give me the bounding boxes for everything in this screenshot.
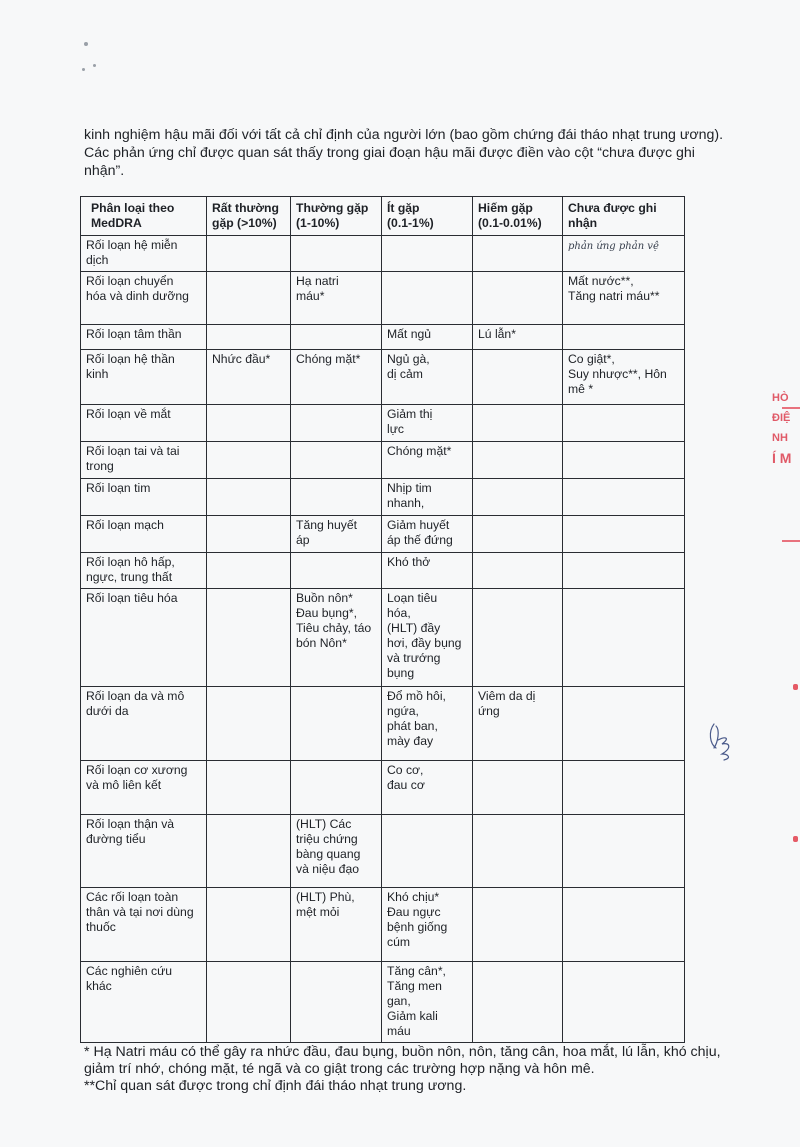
scan-speck — [82, 68, 85, 71]
handwritten-note: phản ứng phản vệ — [568, 241, 659, 252]
cell-common — [291, 405, 382, 442]
cell-soc: Rối loạn hệ thần kinh — [81, 350, 207, 405]
stamp-stroke — [782, 407, 800, 409]
cell-uncommon: Ngủ gà, dị cảm — [382, 350, 473, 405]
cell-uncommon: Khó thở — [382, 553, 473, 589]
intro-paragraph: kinh nghiệm hậu mãi đối với tất cả chỉ định của người lớn (bao gồm chứng đái tháo nhạt trung ương). Các phản ứng chỉ được quan sát thấy trong giai đoạn hậu mãi được điền vào cột “chưa được ghi nhận”. — [84, 127, 724, 179]
cell-soc: Rối loạn thận và đường tiểu — [81, 815, 207, 888]
cell-very-common — [207, 325, 291, 350]
cell-rare — [473, 888, 563, 962]
header-very-common: Rất thường gặp (>10%) — [207, 197, 291, 236]
cell-not-known: Co giật*, Suy nhược**, Hôn mê * — [563, 350, 685, 405]
cell-common: (HLT) Phù, mệt mỏi — [291, 888, 382, 962]
table-row — [81, 888, 685, 962]
cell-uncommon: Giảm thị lực — [382, 405, 473, 442]
cell-very-common — [207, 888, 291, 962]
cell-soc: Rối loạn về mắt — [81, 405, 207, 442]
cell-soc: Rối loạn tai và tai trong — [81, 442, 207, 479]
cell-uncommon: Đổ mồ hôi, ngứa, phát ban, mày đay — [382, 687, 473, 761]
cell-soc: Rối loạn da và mô dưới da — [81, 687, 207, 761]
table-row — [81, 589, 685, 687]
cell-not-known — [563, 516, 685, 553]
cell-rare — [473, 442, 563, 479]
cell-not-known — [563, 962, 685, 1043]
cell-very-common — [207, 236, 291, 272]
scan-speck — [84, 42, 88, 46]
cell-not-known — [563, 236, 685, 272]
cell-common: Chóng mặt* — [291, 350, 382, 405]
cell-uncommon: Tăng cân*, Tăng men gan, Giảm kali máu — [382, 962, 473, 1043]
cell-rare — [473, 815, 563, 888]
cell-common — [291, 962, 382, 1043]
stamp-text: Í M — [772, 450, 792, 466]
table-row — [81, 687, 685, 761]
cell-uncommon — [382, 272, 473, 325]
adverse-reactions-table — [80, 196, 685, 1043]
cell-rare — [473, 350, 563, 405]
cell-rare — [473, 761, 563, 815]
table-row — [81, 350, 685, 405]
cell-common — [291, 442, 382, 479]
cell-very-common — [207, 405, 291, 442]
cell-very-common — [207, 442, 291, 479]
cell-not-known — [563, 815, 685, 888]
cell-very-common — [207, 962, 291, 1043]
cell-not-known — [563, 479, 685, 516]
cell-soc: Rối loạn cơ xương và mô liên kết — [81, 761, 207, 815]
cell-common — [291, 479, 382, 516]
cell-rare — [473, 236, 563, 272]
table-row — [81, 516, 685, 553]
cell-common — [291, 553, 382, 589]
cell-very-common — [207, 272, 291, 325]
footnote-central-diabetes-insipidus: **Chỉ quan sát được trong chỉ định đái tháo nhạt trung ương. — [84, 1078, 467, 1094]
cell-very-common — [207, 589, 291, 687]
cell-uncommon — [382, 236, 473, 272]
cell-common: Tăng huyết áp — [291, 516, 382, 553]
table-row — [81, 325, 685, 350]
cell-rare — [473, 479, 563, 516]
cell-soc: Rối loạn mạch — [81, 516, 207, 553]
cell-not-known — [563, 325, 685, 350]
table-header-row — [81, 197, 685, 236]
cell-not-known — [563, 888, 685, 962]
cell-rare — [473, 962, 563, 1043]
cell-very-common — [207, 687, 291, 761]
cell-uncommon: Giảm huyết áp thế đứng — [382, 516, 473, 553]
stamp-text: HÒ — [772, 392, 789, 404]
cell-not-known — [563, 442, 685, 479]
cell-common: (HLT) Các triệu chứng bàng quang và niệu đạo — [291, 815, 382, 888]
stamp-speck — [793, 836, 798, 842]
cell-uncommon: Loạn tiêu hóa, (HLT) đầy hơi, đầy bụng và trướng bụng — [382, 589, 473, 687]
cell-soc: Rối loạn tiêu hóa — [81, 589, 207, 687]
cell-rare — [473, 553, 563, 589]
cell-rare: Viêm da dị ứng — [473, 687, 563, 761]
cell-common — [291, 761, 382, 815]
cell-soc: Rối loạn hô hấp, ngực, trung thất — [81, 553, 207, 589]
cell-not-known — [563, 589, 685, 687]
cell-uncommon: Chóng mặt* — [382, 442, 473, 479]
cell-rare — [473, 272, 563, 325]
table-row — [81, 405, 685, 442]
header-not-known: Chưa được ghi nhận — [563, 197, 685, 236]
table-row — [81, 962, 685, 1043]
cell-common — [291, 236, 382, 272]
cell-uncommon: Nhịp tim nhanh, — [382, 479, 473, 516]
cell-very-common — [207, 479, 291, 516]
header-common: Thường gặp (1-10%) — [291, 197, 382, 236]
table-row — [81, 236, 685, 272]
cell-rare — [473, 405, 563, 442]
cell-soc: Rối loạn tim — [81, 479, 207, 516]
cell-rare — [473, 589, 563, 687]
cell-soc: Các nghiên cứu khác — [81, 962, 207, 1043]
cell-uncommon — [382, 815, 473, 888]
cell-not-known — [563, 761, 685, 815]
table-row — [81, 553, 685, 589]
stamp-speck — [793, 684, 798, 690]
header-rare: Hiếm gặp (0.1-0.01%) — [473, 197, 563, 236]
cell-soc: Rối loạn hệ miễn dịch — [81, 236, 207, 272]
cell-common — [291, 325, 382, 350]
cell-not-known — [563, 405, 685, 442]
table-row — [81, 815, 685, 888]
red-stamp-fragment — [772, 388, 800, 538]
handwritten-initials — [704, 718, 740, 764]
cell-very-common — [207, 516, 291, 553]
cell-soc: Các rối loạn toàn thân và tại nơi dùng thuốc — [81, 888, 207, 962]
header-meddra-class: Phân loại theo MedDRA — [81, 197, 207, 236]
cell-common: Buồn nôn* Đau bụng*, Tiêu chảy, táo bón Nôn* — [291, 589, 382, 687]
table-row — [81, 479, 685, 516]
cell-soc: Rối loạn chuyển hóa và dinh dưỡng — [81, 272, 207, 325]
cell-very-common — [207, 761, 291, 815]
cell-soc: Rối loạn tâm thần — [81, 325, 207, 350]
cell-common — [291, 687, 382, 761]
cell-uncommon: Mất ngủ — [382, 325, 473, 350]
header-uncommon: Ít gặp (0.1-1%) — [382, 197, 473, 236]
table-row — [81, 442, 685, 479]
cell-rare — [473, 516, 563, 553]
cell-common: Hạ natri máu* — [291, 272, 382, 325]
scan-speck — [93, 64, 96, 67]
cell-uncommon: Khó chịu* Đau ngực bệnh giống cúm — [382, 888, 473, 962]
cell-uncommon: Co cơ, đau cơ — [382, 761, 473, 815]
footnote-hyponatremia: * Hạ Natri máu có thể gây ra nhức đầu, đau bụng, buồn nôn, nôn, tăng cân, hoa mắt, lú lẫn, khó chịu, giảm trí nhớ, chóng mặt, té ngã và co giật trong các trường hợp nặng và hôn mê. — [84, 1044, 721, 1077]
table-row — [81, 272, 685, 325]
stamp-stroke — [782, 540, 800, 542]
cell-very-common — [207, 553, 291, 589]
cell-very-common: Nhức đầu* — [207, 350, 291, 405]
stamp-text: NH — [772, 432, 788, 444]
table-row — [81, 761, 685, 815]
cell-not-known — [563, 553, 685, 589]
footnotes — [84, 1044, 724, 1095]
cell-very-common — [207, 815, 291, 888]
cell-not-known: Mất nước**, Tăng natri máu** — [563, 272, 685, 325]
cell-not-known — [563, 687, 685, 761]
cell-rare: Lú lẫn* — [473, 325, 563, 350]
stamp-text: ĐIỆ — [772, 412, 791, 424]
